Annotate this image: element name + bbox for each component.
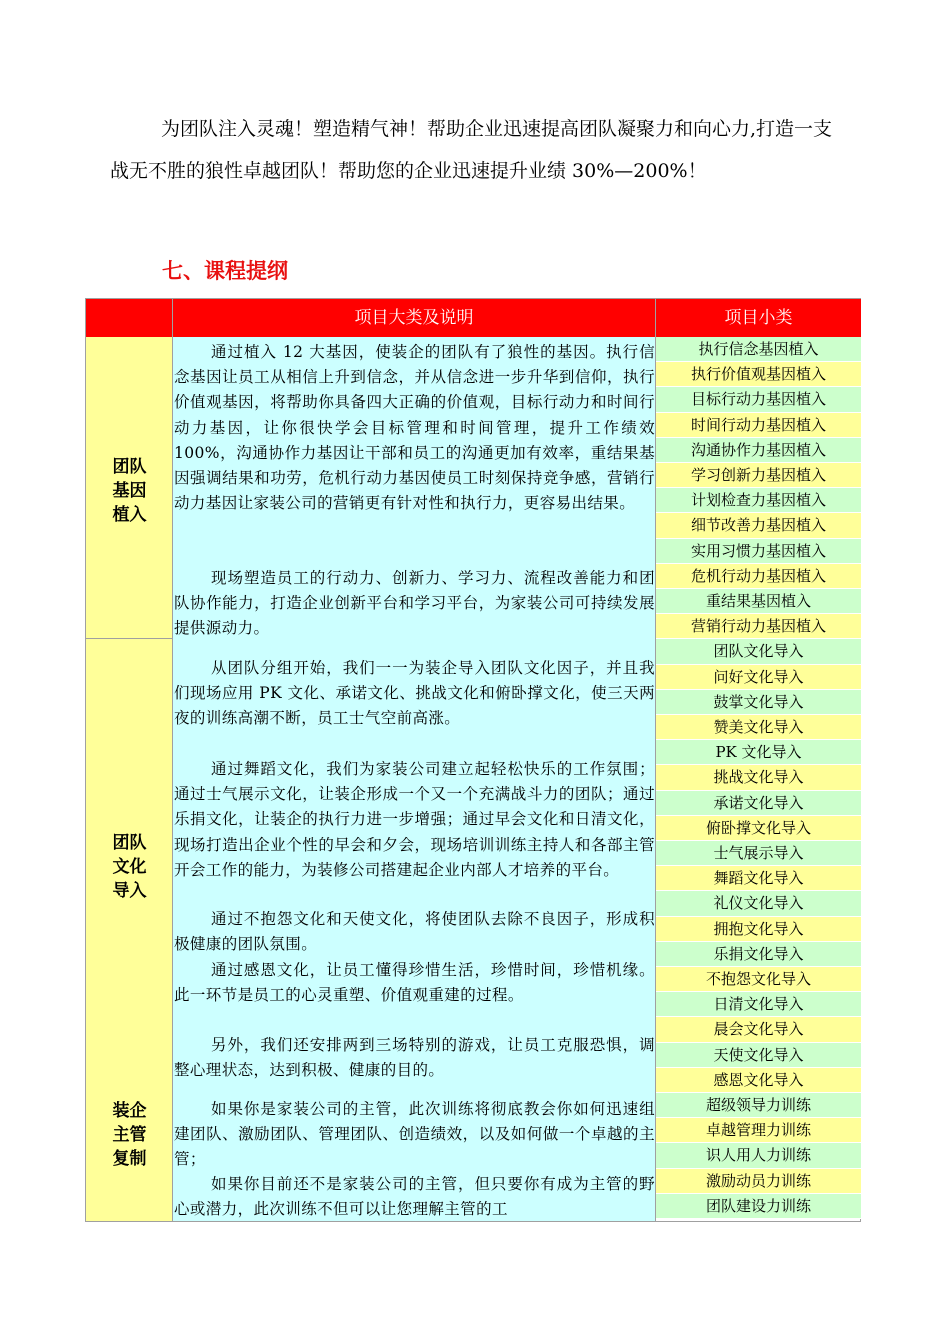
category-divider (86, 638, 173, 639)
subcategory-item: 感恩文化导入 (656, 1068, 861, 1093)
subcategory-item: 执行价值观基因植入 (656, 362, 861, 387)
subcategory-item: 赞美文化导入 (656, 715, 861, 740)
header-blank-cell (86, 299, 173, 337)
category-manager-copy: 装企 主管 复制 (112, 1101, 147, 1169)
subcategory-item: 乐捐文化导入 (656, 942, 861, 967)
subcategory-item: 团队文化导入 (656, 639, 861, 664)
subcategory-item: 舞蹈文化导入 (656, 866, 861, 891)
subcategory-item: 承诺文化导入 (656, 791, 861, 816)
subcategory-item: 俯卧撑文化导入 (656, 816, 861, 841)
section-heading: 七、课程提纲 (162, 259, 288, 283)
subcategory-item: 细节改善力基因植入 (656, 513, 861, 538)
subcategory-item: 礼仪文化导入 (656, 891, 861, 916)
subcategory-item: 问好文化导入 (656, 665, 861, 690)
subcategory-item: 识人用人力训练 (656, 1143, 861, 1168)
desc-paragraph: 从团队分组开始，我们一一为装企导入团队文化因子，并且我们现场应用 PK 文化、承诺文化、挑战文化和俯卧撑文化，使三天两夜的训练高潮不断，员工士气空前高涨。 (174, 659, 655, 728)
subcategory-item: 营销行动力基因植入 (656, 614, 861, 639)
subcategory-item: 日清文化导入 (656, 992, 861, 1017)
desc-paragraph: 如果你目前还不是家装公司的主管，但只要你有成为主管的野心或潜力，此次训练不但可以让您理解主管的工 (174, 1175, 655, 1219)
intro-paragraph: 为团队注入灵魂！塑造精气神！帮助企业迅速提高团队凝聚力和向心力,打造一支战无不胜的狼性卓越团队！帮助您的企业迅速提升业绩 30%—200%！ (110, 118, 833, 182)
subcategory-item: 实用习惯力基因植入 (656, 539, 861, 564)
subcategory-item: 挑战文化导入 (656, 765, 861, 790)
subcategory-item: 危机行动力基因植入 (656, 564, 861, 589)
subcategory-item: 团队建设力训练 (656, 1194, 861, 1219)
subcategory-item: 目标行动力基因植入 (656, 387, 861, 412)
subcategory-item: 拥抱文化导入 (656, 917, 861, 942)
desc-paragraph: 通过舞蹈文化，我们为家装公司建立起轻松快乐的工作氛围；通过士气展示文化，让装企形成一个又一个充满战斗力的团队；通过乐捐文化，让装企的执行力进一步增强；通过早会文化和日清文化，现场打造出企业个性的早会和夕会，现场培训训练主持人和各部主管开会工作的能力，为装修公司搭建起企业内部人才培养的平台。 (174, 760, 655, 879)
desc-paragraph: 另外，我们还安排两到三场特别的游戏，让员工克服恐惧，调整心理状态，达到积极、健康的目的。 (174, 1036, 655, 1080)
subcategory-item: 沟通协作力基因植入 (656, 438, 861, 463)
desc-paragraph: 通过不抱怨文化和天使文化，将使团队去除不良因子，形成积极健康的团队氛围。 (174, 910, 655, 954)
subcategory-item: 执行信念基因植入 (656, 337, 861, 362)
subcategory-item: 不抱怨文化导入 (656, 967, 861, 992)
subcategory-item: 鼓掌文化导入 (656, 690, 861, 715)
subcategory-item: 时间行动力基因植入 (656, 413, 861, 438)
subcategory-item: 天使文化导入 (656, 1043, 861, 1068)
desc-paragraph: 通过植入 12 大基因，使装企的团队有了狼性的基因。执行信念基因让员工从相信上升到信念，并从信念进一步升华到信仰，执行价值观基因，将帮助你具备四大正确的价值观，目标行动力和时间行动力基因，让你很快学会目标管理和时间管理，提升工作绩效 100%，沟通协作力基因让干部和员工的沟通更加有效率，重结果基因强调结果和功劳，危机行动力基因使员工时刻保持竞争感，营销行动力基因让家装公司的营销更有针对性和执行力，更容易出结果。 (174, 343, 655, 513)
desc-paragraph: 通过感恩文化，让员工懂得珍惜生活，珍惜时间，珍惜机缘。此一环节是员工的心灵重塑、价值观重建的过程。 (174, 961, 655, 1005)
category-gene-implant: 团队 基因 植入 (112, 457, 147, 525)
subcategory-item: 士气展示导入 (656, 841, 861, 866)
subcategory-item: 学习创新力基因植入 (656, 463, 861, 488)
subcategory-item: 重结果基因植入 (656, 589, 861, 614)
category-culture-import: 团队 文化 导入 (112, 833, 147, 901)
header-subcategory: 项目小类 (656, 299, 861, 337)
header-description: 项目大类及说明 (173, 299, 656, 337)
subcategory-item: 计划检查力基因植入 (656, 488, 861, 513)
subcategory-item: 超级领导力训练 (656, 1093, 861, 1118)
desc-paragraph: 如果你是家装公司的主管，此次训练将彻底教会你如何迅速组建团队、激励团队、管理团队、创造绩效，以及如何做一个卓越的主管； (174, 1100, 655, 1169)
desc-paragraph: 现场塑造员工的行动力、创新力、学习力、流程改善能力和团队协作能力，打造企业创新平台和学习平台，为家装公司可持续发展提供源动力。 (174, 569, 655, 638)
subcategory-item: 晨会文化导入 (656, 1017, 861, 1042)
course-outline-table (85, 298, 861, 1222)
subcategory-item: PK 文化导入 (656, 740, 861, 765)
subcategory-item: 激励动员力训练 (656, 1169, 861, 1194)
subcategory-item: 卓越管理力训练 (656, 1118, 861, 1143)
